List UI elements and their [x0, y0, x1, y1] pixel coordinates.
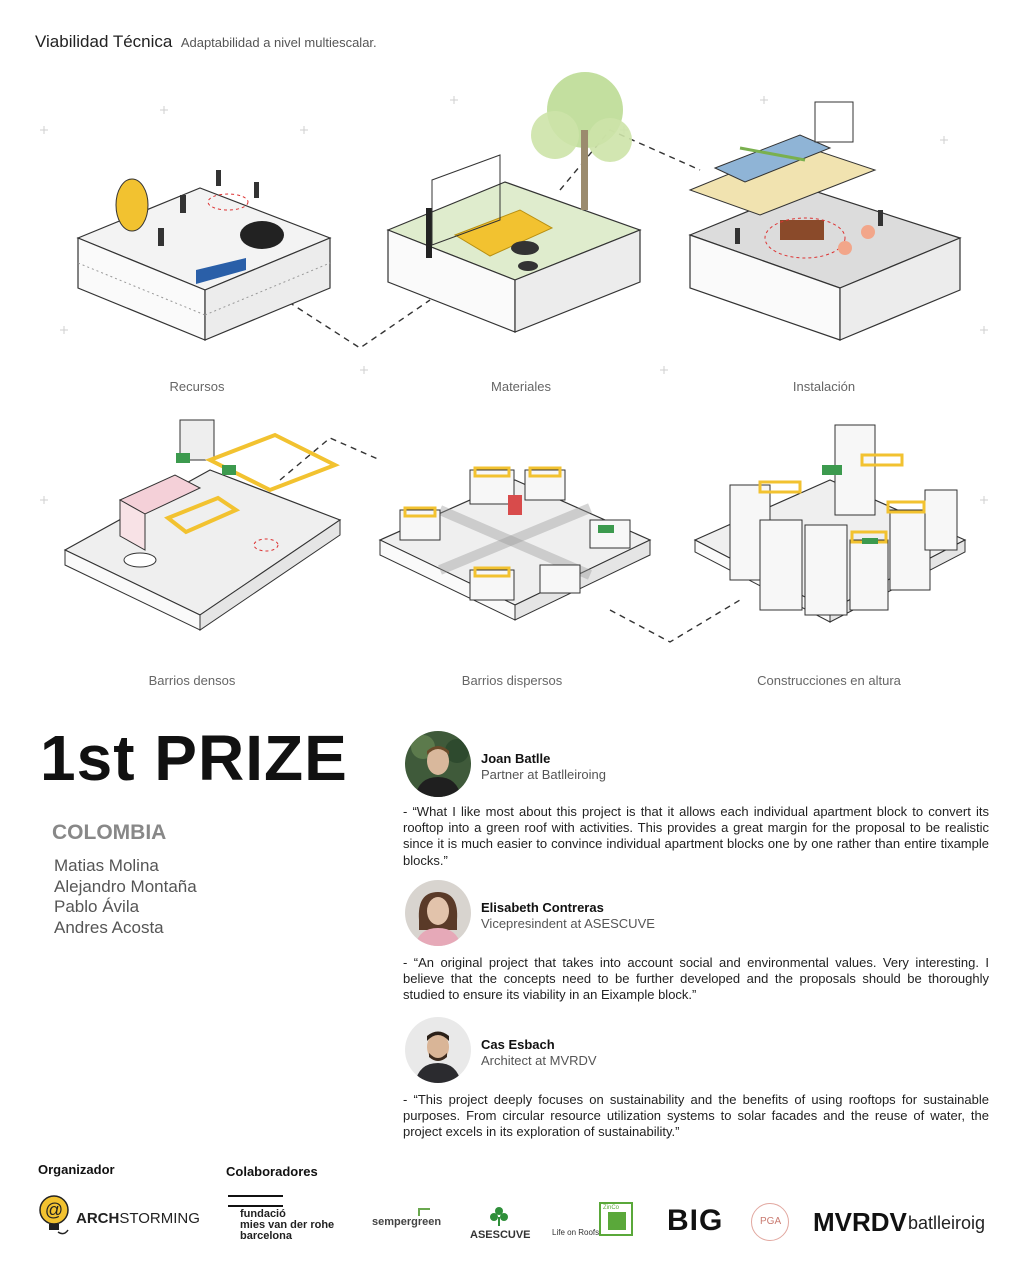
sempergreen-logo [370, 1208, 460, 1238]
mies-line2: mies van der rohe [240, 1219, 335, 1231]
mies-line1: fundació [240, 1208, 286, 1220]
diagram-barrios-densos [65, 420, 340, 630]
team-country: COLOMBIA [52, 821, 167, 844]
prize-title: 1st PRIZE [40, 722, 348, 794]
zinco-mark [608, 1212, 626, 1230]
svg-text:@: @ [44, 1200, 64, 1220]
juror-quote: - “What I like most about this project is that it allows each individual apartment block to convert its rooftop into a green roof with activities. This provides a great margin for the proposal to be realistic since it is much easier to convince individual apartment blocks one by one rather than entire tixample blocks.” [403, 804, 989, 868]
archstorming-light: STORMING [119, 1210, 200, 1227]
diagram-barrios-dispersos [380, 468, 650, 620]
juror-role: Vicepresindent at ASESCUVE [481, 916, 655, 931]
avatar [405, 880, 471, 946]
zinco-logo [599, 1202, 633, 1236]
diagram-label-instalacion: Instalación [792, 379, 856, 394]
mies-line3: barcelona [240, 1230, 292, 1242]
lightbulb-icon [38, 1192, 72, 1238]
batlleiroig-logo: batlleiroig [908, 1213, 986, 1233]
page-title: Viabilidad Técnica [35, 32, 173, 51]
juror-quote: - “An original project that takes into account social and environmental values. Very interesting. I believe that the concepts need to be further developed and the proposals should be thoroughly studied to ensure its viability in an Eixample block.” [403, 955, 989, 1003]
pga-logo [751, 1203, 789, 1241]
diagram-recursos [78, 170, 330, 340]
collaborators-title: Colaboradores [226, 1164, 318, 1179]
page-subtitle: Adaptabilidad a nivel multiescalar. [180, 35, 377, 50]
organizer-title: Organizador [38, 1162, 115, 1177]
juror-name: Elisabeth Contreras [481, 900, 604, 915]
avatar [405, 731, 471, 797]
juror-name: Joan Batlle [481, 751, 551, 766]
team-member: Matias Molina [54, 856, 159, 875]
juror-role: Partner at Batlleiroing [481, 767, 607, 782]
asescuve-logo [468, 1205, 532, 1245]
big-logo: BIG [667, 1204, 724, 1237]
juror-quote: - “This project deeply focuses on sustainability and the benefits of using rooftops for sustainable purposes. From circular resource utilization systems to solar facades and the reuse of water, the project excels in its exploration of sustainability.” [403, 1092, 989, 1140]
juror-name: Cas Esbach [481, 1037, 555, 1052]
diagram-label-materiales: Materiales [491, 379, 551, 394]
pga-text: PGA [760, 1216, 782, 1227]
mies-bar [228, 1195, 283, 1207]
diagram-grid [0, 70, 1023, 710]
juror-card [405, 880, 1005, 946]
avatar [405, 1017, 471, 1083]
team-member: Alejandro Montaña [54, 876, 197, 896]
team-member: Pablo Ávila [54, 897, 140, 916]
team-member: Andres Acosta [54, 917, 164, 937]
diagram-instalacion [690, 102, 960, 340]
leaf-icon [488, 1205, 510, 1227]
archstorming-logo [38, 1192, 198, 1238]
team-members [54, 856, 197, 938]
archstorming-bold: ARCH [76, 1210, 120, 1227]
mies-logo [228, 1195, 348, 1247]
juror-role: Architect at MVRDV [481, 1053, 597, 1068]
sempergreen-text: sempergreen [372, 1216, 442, 1228]
mvrdv-logo: MVRDV [813, 1207, 907, 1237]
asescuve-text: ASESCUVE [470, 1229, 531, 1241]
diagram-label-barrios-densos: Barrios densos [148, 673, 236, 688]
diagram-materiales [388, 72, 640, 332]
juror-card [405, 731, 1005, 797]
lifeonroofs-text: Life on Roofs [552, 1228, 600, 1237]
diagram-label-barrios-dispersos: Barrios dispersos [461, 673, 563, 688]
page-header [35, 32, 377, 52]
diagram-construcciones-altura [695, 425, 965, 622]
juror-card [405, 1017, 1005, 1083]
diagram-label-recursos: Recursos [169, 379, 225, 394]
zinco-text: ZinCo [603, 1205, 620, 1211]
sempergreen-mark [418, 1208, 430, 1216]
diagram-label-construcciones-altura: Construcciones en altura [757, 673, 901, 688]
